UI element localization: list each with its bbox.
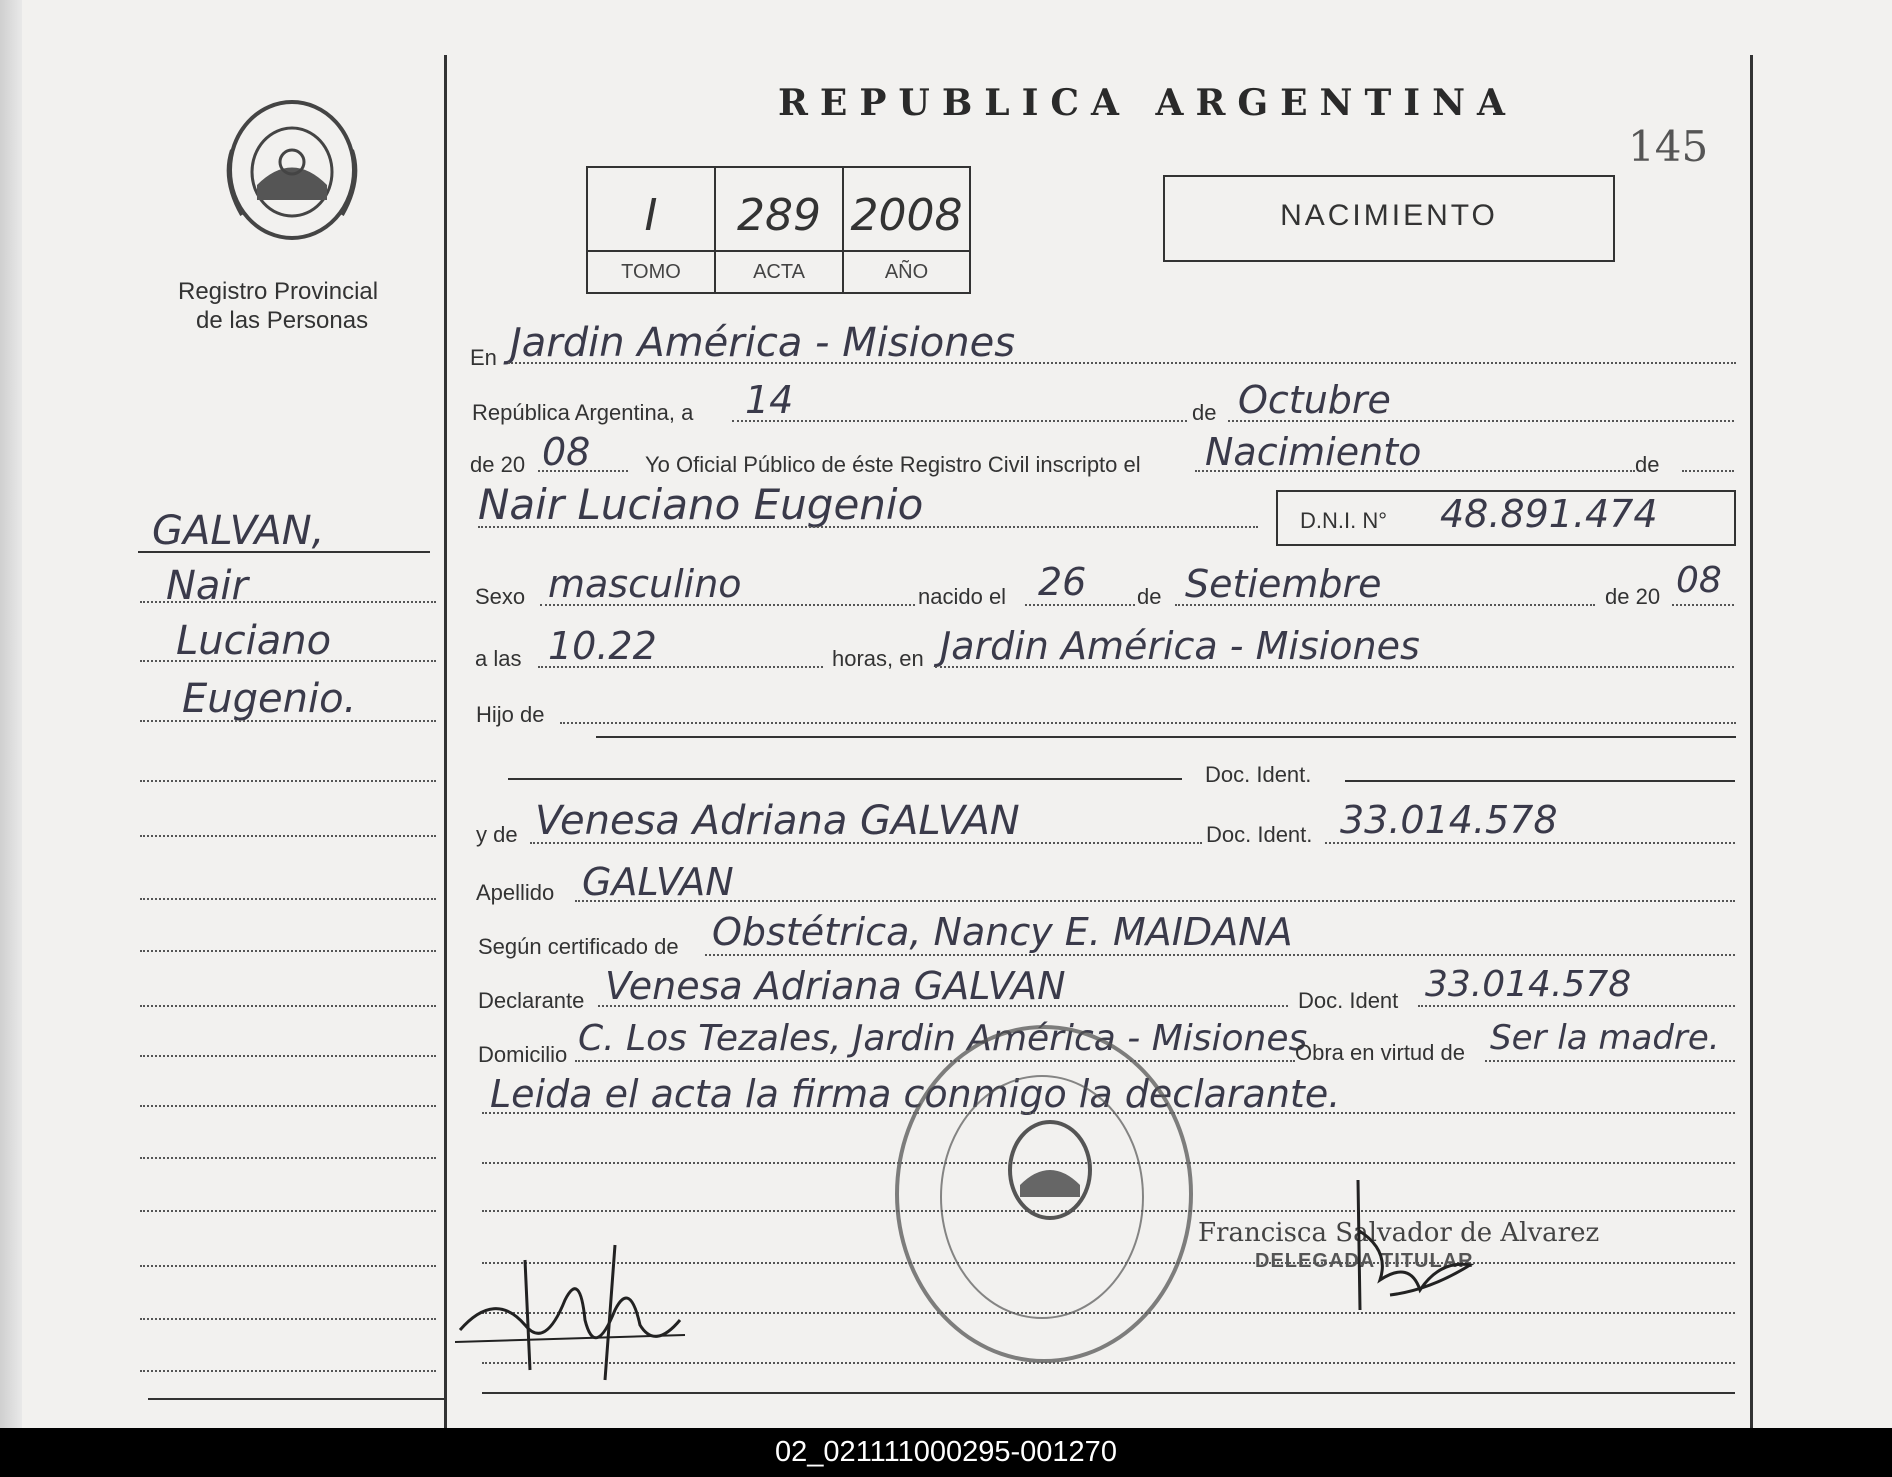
fill-line [1418,1005,1735,1007]
tomo-cell [588,168,716,292]
en-label: En [470,345,497,370]
fill-line [1195,470,1635,472]
apellido-label: Apellido [476,880,555,905]
margin-dotted-line [140,1105,436,1107]
day-value: 14 [745,378,794,422]
acta-value: 289 [737,190,821,241]
y-de-label: y de [476,822,518,847]
document-title: REPUBLICA ARGENTINA [778,82,1517,124]
fill-line [1025,604,1135,606]
fill-line [598,1005,1288,1007]
obra-label: Obra en virtud de [1295,1040,1465,1065]
anio-cell [844,168,969,292]
declarante-value: Venesa Adriana GALVAN [605,964,1066,1008]
fill-line [705,954,1735,956]
fill-line [935,666,1734,668]
declarante-doc: 33.014.578 [1425,964,1632,1005]
a-las-label: a las [475,646,522,671]
margin-surname: GALVAN, [152,508,325,554]
dni-box [1276,490,1736,546]
domicilio-value: C. Los Tezales, Jardin América - Misiones [578,1018,1308,1059]
inscribed-type: Nacimiento [1205,430,1422,474]
fill-line [540,604,915,606]
margin-dotted-line [140,1055,436,1057]
strike-line [596,736,1736,738]
tomo-value: I [644,190,658,241]
birth-month: Setiembre [1185,562,1382,606]
fill-line [508,362,1736,364]
left-margin-rule [444,55,447,1428]
mother-doc: 33.014.578 [1340,798,1558,842]
fill-line [1175,604,1595,606]
de-label2: de [1635,452,1660,477]
birth-year-suffix: 08 [1676,560,1722,601]
hijo-label: Hijo de [476,702,545,727]
acta-cell [716,168,844,292]
record-type: NACIMIENTO [1280,199,1498,232]
mother-name: Venesa Adriana GALVAN [535,798,1020,844]
sexo-label: Sexo [475,584,526,609]
year-prefix: de 20 [470,452,526,477]
birth-year-prefix: de 20 [1605,584,1661,609]
margin-dotted-line [140,1005,436,1007]
record-number-box [586,166,971,294]
margin-dotted-line [140,1157,436,1159]
doc-ident-label1: Doc. Ident. [1205,762,1312,787]
registry-line2: de las Personas [196,307,369,334]
year-suffix: 08 [542,430,591,474]
full-name: Nair Luciano Eugenio [478,480,924,529]
dni-value: 48.891.474 [1440,492,1658,536]
margin-bottom-rule [148,1398,444,1400]
official-name: Francisca Salvador de Alvarez [1198,1218,1600,1248]
de-label: de [1192,400,1217,425]
page-number: 145 [1628,122,1709,171]
fill-line [732,420,1187,422]
scan-footer: 02_021111000295-001270 [0,1428,1892,1477]
book-spine [0,0,22,1428]
margin-name-line2: Nair [166,563,248,609]
apellido-value: GALVAN [582,860,734,904]
birth-place: Jardin América - Misiones [940,624,1420,668]
birth-day: 26 [1038,560,1087,604]
margin-rule [138,551,430,553]
domicilio-label: Domicilio [478,1042,568,1067]
right-margin-rule [1750,55,1753,1428]
doc-ident-label2: Doc. Ident. [1206,822,1313,847]
sexo-value: masculino [548,562,742,606]
margin-dotted-line [140,720,436,722]
registry-line1: Registro Provincial [178,278,379,305]
margin-dotted-line [140,898,436,900]
place-value: Jardin América - Misiones [510,320,1016,366]
nacido-label: nacido el [918,584,1007,609]
obra-value: Ser la madre. [1490,1018,1720,1058]
margin-dotted-line [140,1318,436,1320]
margin-dotted-line [140,780,436,782]
fill-line [1672,604,1734,606]
oficial-text: Yo Oficial Público de éste Registro Civil inscripto el [645,452,1141,477]
acta-label: ACTA [716,250,842,292]
fill-line [560,722,1736,724]
margin-dotted-line [140,1370,436,1372]
official-role: DELEGADA TITULAR [1255,1250,1474,1272]
doc-ident-label3: Doc. Ident [1298,988,1399,1013]
tomo-label: TOMO [588,250,714,292]
fill-line [1228,420,1734,422]
anio-label: AÑO [844,250,969,292]
margin-dotted-line [140,1265,436,1267]
hour-value: 10.22 [548,624,657,668]
dni-label: D.N.I. N° [1300,508,1388,533]
margin-dotted-line [140,835,436,837]
republica-label: República Argentina, a [472,400,694,425]
fill-line [538,470,628,472]
closing-text: Leida el acta la firma conmigo la declarante. [490,1072,1341,1116]
strike-line [1345,780,1735,782]
official-signature-icon [1350,1170,1490,1320]
margin-name-line4: Eugenio. [182,676,357,722]
birth-de-label: de [1137,584,1162,609]
strike-line [508,778,1182,780]
margin-dotted-line [140,1210,436,1212]
fill-line [538,666,823,668]
stamp-emblem-icon [1000,1115,1100,1225]
month-value: Octubre [1238,378,1391,422]
fill-line [1325,842,1735,844]
fill-line [575,1060,1295,1062]
bottom-rule [482,1392,1735,1394]
fill-line [575,900,1735,902]
record-type-box [1163,175,1615,262]
margin-dotted-line [140,601,436,603]
fill-line [1682,470,1734,472]
margin-name-line3: Luciano [176,618,332,664]
margin-dotted-line [140,950,436,952]
fill-line [530,842,1202,844]
misiones-emblem-icon [212,90,372,250]
certificado-value: Obstétrica, Nancy E. MAIDANA [712,910,1293,954]
declarant-signature-icon [455,1240,695,1390]
fill-line [478,526,1258,528]
declarante-label: Declarante [478,988,585,1013]
margin-dotted-line [140,660,436,662]
certificado-label: Según certificado de [478,934,679,959]
fill-line [1485,1060,1735,1062]
horas-label: horas, en [832,646,924,671]
anio-value: 2008 [850,190,963,241]
